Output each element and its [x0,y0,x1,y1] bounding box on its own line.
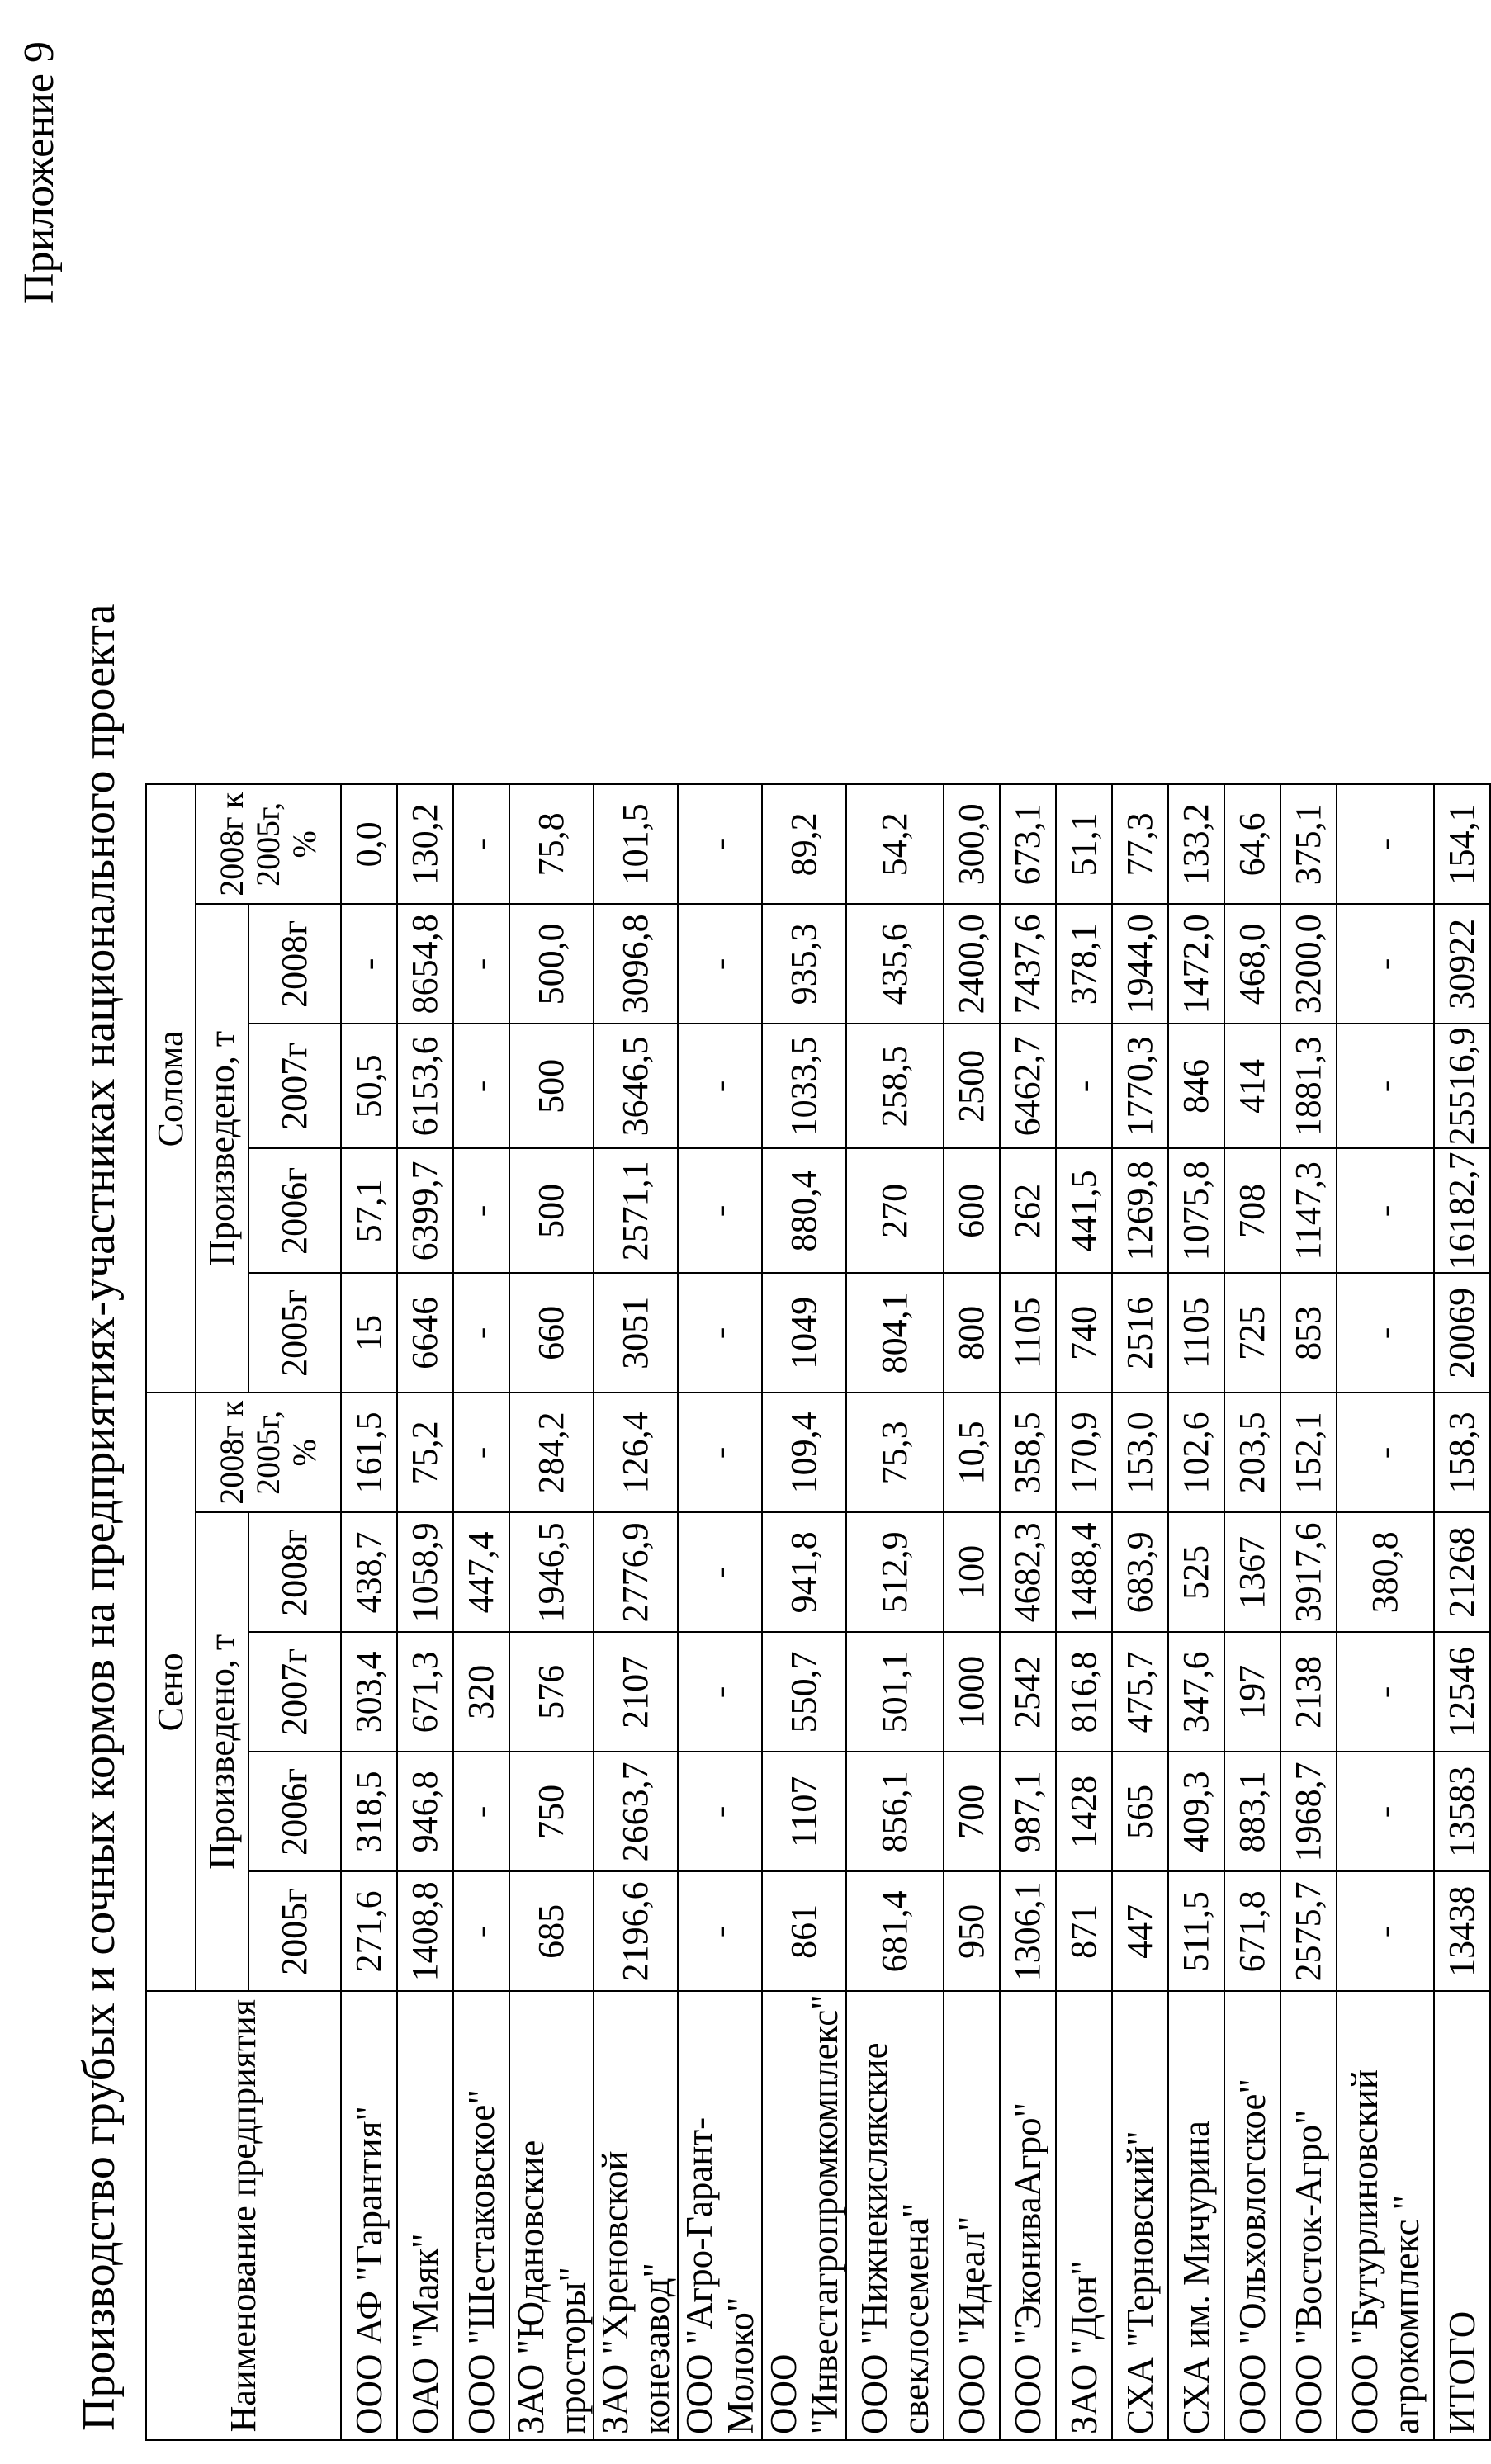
straw-cell: 270 [846,1148,944,1273]
hay-cell: 447,4 [453,1512,509,1632]
table-row [1224,784,1280,2440]
straw-cell: 2571,1 [594,1148,678,1273]
straw-cell: 262 [1000,1148,1056,1273]
enterprise-name: ОАО "Маяк" [397,1991,453,2440]
straw-cell: 500,0 [509,904,594,1024]
hay-cell: 671,8 [1224,1871,1280,1991]
hay-cell: 501,1 [846,1632,944,1752]
table-row [1168,784,1224,2440]
straw-cell: 2516 [1112,1273,1168,1393]
straw-cell: - [678,784,762,904]
hay-cell: - [453,1393,509,1512]
straw-cell: 500 [509,1024,594,1148]
header-straw-ratio: 2008г к 2005г, % [196,784,341,904]
enterprise-name: ООО "Бутурлиновский агрокомплекс " [1337,1991,1434,2440]
hay-cell: 158,3 [1434,1393,1490,1512]
hay-cell: 170,9 [1056,1393,1112,1512]
page-title: Производство грубых и сочных кормов на предприятиях-участниках национального проекта [73,603,125,2431]
straw-cell: 2500 [944,1024,1000,1148]
header-straw-produced: Произведено, т [196,904,248,1393]
hay-cell: - [1337,1632,1434,1752]
straw-cell: - [678,1273,762,1393]
hay-cell: 1058,9 [397,1512,453,1632]
hay-cell: 750 [509,1752,594,1871]
straw-cell: - [453,1024,509,1148]
straw-cell: 3096,8 [594,904,678,1024]
straw-cell: 1472,0 [1168,904,1224,1024]
hay-cell: 3917,6 [1280,1512,1337,1632]
straw-cell: - [453,904,509,1024]
straw-cell: 3646,5 [594,1024,678,1148]
header-name: Наименование предприятия [146,1991,341,2440]
straw-cell: 1033,5 [762,1024,846,1148]
hay-cell: 75,3 [846,1393,944,1512]
table-body [341,784,1490,2440]
straw-cell: 16182,7 [1434,1148,1490,1273]
header-straw-year: 2006г [248,1148,341,1273]
straw-cell: 6462,7 [1000,1024,1056,1148]
hay-cell: 987,1 [1000,1752,1056,1871]
hay-cell: 2138 [1280,1632,1337,1752]
hay-cell: 941,8 [762,1512,846,1632]
straw-cell: 375,1 [1280,784,1337,904]
straw-cell: 6399,7 [397,1148,453,1273]
table-row [762,784,846,2440]
straw-cell: 54,2 [846,784,944,904]
straw-cell: 853 [1280,1273,1337,1393]
straw-cell: 64,6 [1224,784,1280,904]
hay-cell: 2575,7 [1280,1871,1337,1991]
straw-cell: 6646 [397,1273,453,1393]
enterprise-name: ООО АФ "Гарантия" [341,1991,397,2440]
table-row [594,784,678,2440]
enterprise-name: СХА им. Мичурина [1168,1991,1224,2440]
hay-cell: - [453,1871,509,1991]
straw-cell: 660 [509,1273,594,1393]
straw-cell: 20069 [1434,1273,1490,1393]
hay-cell: 816,8 [1056,1632,1112,1752]
hay-cell: 10,5 [944,1393,1000,1512]
enterprise-name: ООО "Ольховлогское" [1224,1991,1280,2440]
feed-production-table [145,783,1491,2441]
enterprise-name: ЗАО "Хреновской конезавод" [594,1991,678,2440]
table-row [846,784,944,2440]
straw-cell: 935,3 [762,904,846,1024]
straw-cell: 101,5 [594,784,678,904]
hay-cell: 1306,1 [1000,1871,1056,1991]
straw-cell: 6153,6 [397,1024,453,1148]
hay-cell: 946,8 [397,1752,453,1871]
hay-cell: 1488,4 [1056,1512,1112,1632]
hay-cell: - [453,1752,509,1871]
hay-cell: - [678,1871,762,1991]
straw-cell: 1881,3 [1280,1024,1337,1148]
straw-cell: - [1337,1273,1434,1393]
hay-cell: 347,6 [1168,1632,1224,1752]
straw-cell: 77,3 [1112,784,1168,904]
hay-cell: 100 [944,1512,1000,1632]
straw-cell: 846 [1168,1024,1224,1148]
hay-cell: 2776,9 [594,1512,678,1632]
table-row [341,784,397,2440]
hay-cell: 161,5 [341,1393,397,1512]
hay-cell: 2107 [594,1632,678,1752]
straw-cell: 154,1 [1434,784,1490,904]
straw-cell: 435,6 [846,904,944,1024]
hay-cell: 409,3 [1168,1752,1224,1871]
hay-cell: 152,1 [1280,1393,1337,1512]
hay-cell: 1367 [1224,1512,1280,1632]
hay-cell: 1000 [944,1632,1000,1752]
straw-cell: 441,5 [1056,1148,1112,1273]
table-row [509,784,594,2440]
hay-cell: 700 [944,1752,1000,1871]
hay-cell: 203,5 [1224,1393,1280,1512]
straw-cell: 1105 [1168,1273,1224,1393]
hay-cell: 511,5 [1168,1871,1224,1991]
straw-cell: - [678,1024,762,1148]
hay-cell: 1428 [1056,1752,1112,1871]
hay-cell: 12546 [1434,1632,1490,1752]
straw-cell: 740 [1056,1273,1112,1393]
hay-cell: 861 [762,1871,846,1991]
straw-cell: - [1337,1148,1434,1273]
straw-cell: - [1337,784,1434,904]
straw-cell: 414 [1224,1024,1280,1148]
hay-cell: 197 [1224,1632,1280,1752]
enterprise-name: ООО "Идеал" [944,1991,1000,2440]
enterprise-name: ООО "Восток-Агро" [1280,1991,1337,2440]
straw-cell: 1147,3 [1280,1148,1337,1273]
straw-cell: - [341,904,397,1024]
straw-cell: - [678,904,762,1024]
hay-cell: 883,1 [1224,1752,1280,1871]
straw-cell: 89,2 [762,784,846,904]
hay-cell: 683,9 [1112,1512,1168,1632]
hay-cell: 318,5 [341,1752,397,1871]
hay-cell: 320 [453,1632,509,1752]
hay-cell: 102,6 [1168,1393,1224,1512]
straw-cell: 1269,8 [1112,1148,1168,1273]
hay-cell: 871 [1056,1871,1112,1991]
straw-cell: 3051 [594,1273,678,1393]
enterprise-name: ООО "Агро-Гарант-Молоко" [678,1991,762,2440]
hay-cell: - [678,1393,762,1512]
hay-cell: 21268 [1434,1512,1490,1632]
straw-cell: - [453,1148,509,1273]
enterprise-name: ИТОГО [1434,1991,1490,2440]
straw-cell: 378,1 [1056,904,1112,1024]
straw-cell: - [1337,904,1434,1024]
total-row [1434,784,1490,2440]
straw-cell: - [453,784,509,904]
straw-cell: 708 [1224,1148,1280,1273]
enterprise-name: СХА "Терновский" [1112,1991,1168,2440]
enterprise-name: ООО "Инвестагропромкомплекс" [762,1991,846,2440]
hay-cell: 1968,7 [1280,1752,1337,1871]
header-hay-year: 2007г [248,1632,341,1752]
straw-cell: 804,1 [846,1273,944,1393]
header-hay-year: 2005г [248,1871,341,1991]
enterprise-name: ООО "Нижнекислякские свеклосемена" [846,1991,944,2440]
straw-cell: 7437,6 [1000,904,1056,1024]
straw-cell: 1075,8 [1168,1148,1224,1273]
appendix-label: Приложение 9 [16,41,63,305]
hay-cell: 525 [1168,1512,1224,1632]
straw-cell: 258,5 [846,1024,944,1148]
hay-cell: 1408,8 [397,1871,453,1991]
hay-cell: 126,4 [594,1393,678,1512]
straw-cell: 133,2 [1168,784,1224,904]
table-row [1056,784,1112,2440]
hay-cell: 1107 [762,1752,846,1871]
hay-cell: 2196,6 [594,1871,678,1991]
header-straw: Солома [146,784,196,1393]
header-straw-year: 2008г [248,904,341,1024]
hay-cell: 109,4 [762,1393,846,1512]
table-row [397,784,453,2440]
hay-cell: 380,8 [1337,1512,1434,1632]
header-hay-ratio: 2008г к 2005г, % [196,1393,341,1512]
header-straw-year: 2007г [248,1024,341,1148]
straw-cell: 1770,3 [1112,1024,1168,1148]
straw-cell: 1105 [1000,1273,1056,1393]
header-straw-year: 2005г [248,1273,341,1393]
hay-cell: - [678,1632,762,1752]
straw-cell: - [678,1148,762,1273]
table-row [453,784,509,2440]
header-hay-year: 2006г [248,1752,341,1871]
hay-cell: - [1337,1871,1434,1991]
hay-cell: 13583 [1434,1752,1490,1871]
hay-cell: - [1337,1752,1434,1871]
enterprise-name: ООО "Шестаковское" [453,1991,509,2440]
enterprise-name: ЗАО "Юдановские просторы" [509,1991,594,2440]
hay-cell: 1946,5 [509,1512,594,1632]
straw-cell: 51,1 [1056,784,1112,904]
straw-cell: 468,0 [1224,904,1280,1024]
header-row-1 [146,784,196,2440]
enterprise-name: ООО "ЭкониваАгро" [1000,1991,1056,2440]
table-row [1337,784,1434,2440]
straw-cell: 600 [944,1148,1000,1273]
hay-cell: 856,1 [846,1752,944,1871]
hay-cell: 153,0 [1112,1393,1168,1512]
straw-cell: 725 [1224,1273,1280,1393]
hay-cell: 4682,3 [1000,1512,1056,1632]
hay-cell: 303,4 [341,1632,397,1752]
straw-cell: 25516,9 [1434,1024,1490,1148]
straw-cell: 30922 [1434,904,1490,1024]
hay-cell: 512,9 [846,1512,944,1632]
table-row [1112,784,1168,2440]
hay-cell: 565 [1112,1752,1168,1871]
straw-cell: 880,4 [762,1148,846,1273]
straw-cell: 2400,0 [944,904,1000,1024]
straw-cell: 800 [944,1273,1000,1393]
hay-cell: 438,7 [341,1512,397,1632]
straw-cell: 3200,0 [1280,904,1337,1024]
hay-cell: 475,7 [1112,1632,1168,1752]
straw-cell: 1049 [762,1273,846,1393]
hay-cell: 2542 [1000,1632,1056,1752]
straw-cell: 300,0 [944,784,1000,904]
straw-cell: 500 [509,1148,594,1273]
table-row [944,784,1000,2440]
straw-cell: - [1337,1024,1434,1148]
hay-cell: 550,7 [762,1632,846,1752]
hay-cell: 447 [1112,1871,1168,1991]
straw-cell: - [1056,1024,1112,1148]
header-hay: Сено [146,1393,196,1991]
enterprise-name: ЗАО "Дон" [1056,1991,1112,2440]
hay-cell: 271,6 [341,1871,397,1991]
hay-cell: 681,4 [846,1871,944,1991]
hay-cell: 685 [509,1871,594,1991]
straw-cell: 15 [341,1273,397,1393]
hay-cell: 358,5 [1000,1393,1056,1512]
hay-cell: 2663,7 [594,1752,678,1871]
hay-cell: - [1337,1393,1434,1512]
hay-cell: 576 [509,1632,594,1752]
straw-cell: 1944,0 [1112,904,1168,1024]
table-row [1000,784,1056,2440]
straw-cell: 673,1 [1000,784,1056,904]
straw-cell: 8654,8 [397,904,453,1024]
hay-cell: 284,2 [509,1393,594,1512]
straw-cell: 130,2 [397,784,453,904]
header-hay-year: 2008г [248,1512,341,1632]
straw-cell: - [453,1273,509,1393]
hay-cell: - [678,1752,762,1871]
hay-cell: 671,3 [397,1632,453,1752]
hay-cell: 75,2 [397,1393,453,1512]
straw-cell: 50,5 [341,1024,397,1148]
hay-cell: 950 [944,1871,1000,1991]
straw-cell: 0,0 [341,784,397,904]
header-hay-produced: Произведено, т [196,1512,248,1991]
straw-cell: 75,8 [509,784,594,904]
straw-cell: 57,1 [341,1148,397,1273]
hay-cell: 13438 [1434,1871,1490,1991]
table-row [678,784,762,2440]
hay-cell: - [678,1512,762,1632]
table-row [1280,784,1337,2440]
